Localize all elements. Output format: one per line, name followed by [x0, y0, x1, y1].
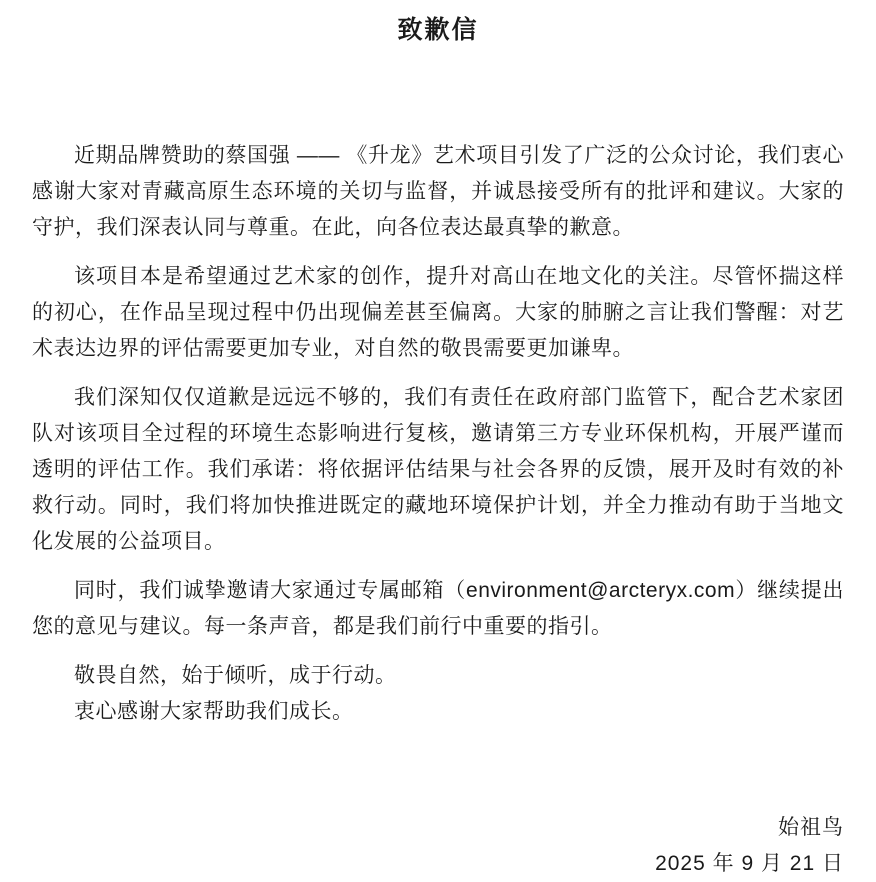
paragraph-feedback-email: 同时，我们诚挚邀请大家通过专属邮箱（environment@arcteryx.com）继续提出您的意见与建议。每一条声音，都是我们前行中重要的指引。	[32, 579, 844, 638]
signature-brand-name: 始祖鸟	[778, 816, 844, 839]
closing-line-respect-nature: 敬畏自然，始于倾听，成于行动。	[74, 664, 397, 687]
paragraph-remediation-commitment: 我们深知仅仅道歉是远远不够的，我们有责任在政府部门监管下，配合艺术家团队对该项目全过程的环境生态影响进行复核，邀请第三方专业环保机构，开展严谨而透明的评估工作。我们承诺：将依据评估结果与社会各界的反馈，展开及时有效的补救行动。同时，我们将加快推进既定的藏地环境保护计划，并全力推动有助于当地文化发展的公益项目。	[32, 386, 844, 553]
closing-block	[32, 658, 844, 730]
signature-block	[32, 810, 844, 882]
signature-date: 2025 年 9 月 21 日	[655, 852, 844, 875]
paragraph-project-intent: 该项目本是希望通过艺术家的创作，提升对高山在地文化的关注。尽管怀揣这样的初心，在作品呈现过程中仍出现偏差甚至偏离。大家的肺腑之言让我们警醒：对艺术表达边界的评估需要更加专业，对自然的敬畏需要更加谦卑。	[32, 265, 844, 360]
letter-title: 致歉信	[397, 16, 479, 44]
paragraph-intro-apology: 近期品牌赞助的蔡国强 —— 《升龙》艺术项目引发了广泛的公众讨论，我们衷心感谢大家对青藏高原生态环境的关切与监督，并诚恳接受所有的批评和建议。大家的守护，我们深表认同与尊重。在此，向各位表达最真挚的歉意。	[32, 144, 844, 239]
closing-line-thanks: 衷心感谢大家帮助我们成长。	[74, 700, 354, 723]
